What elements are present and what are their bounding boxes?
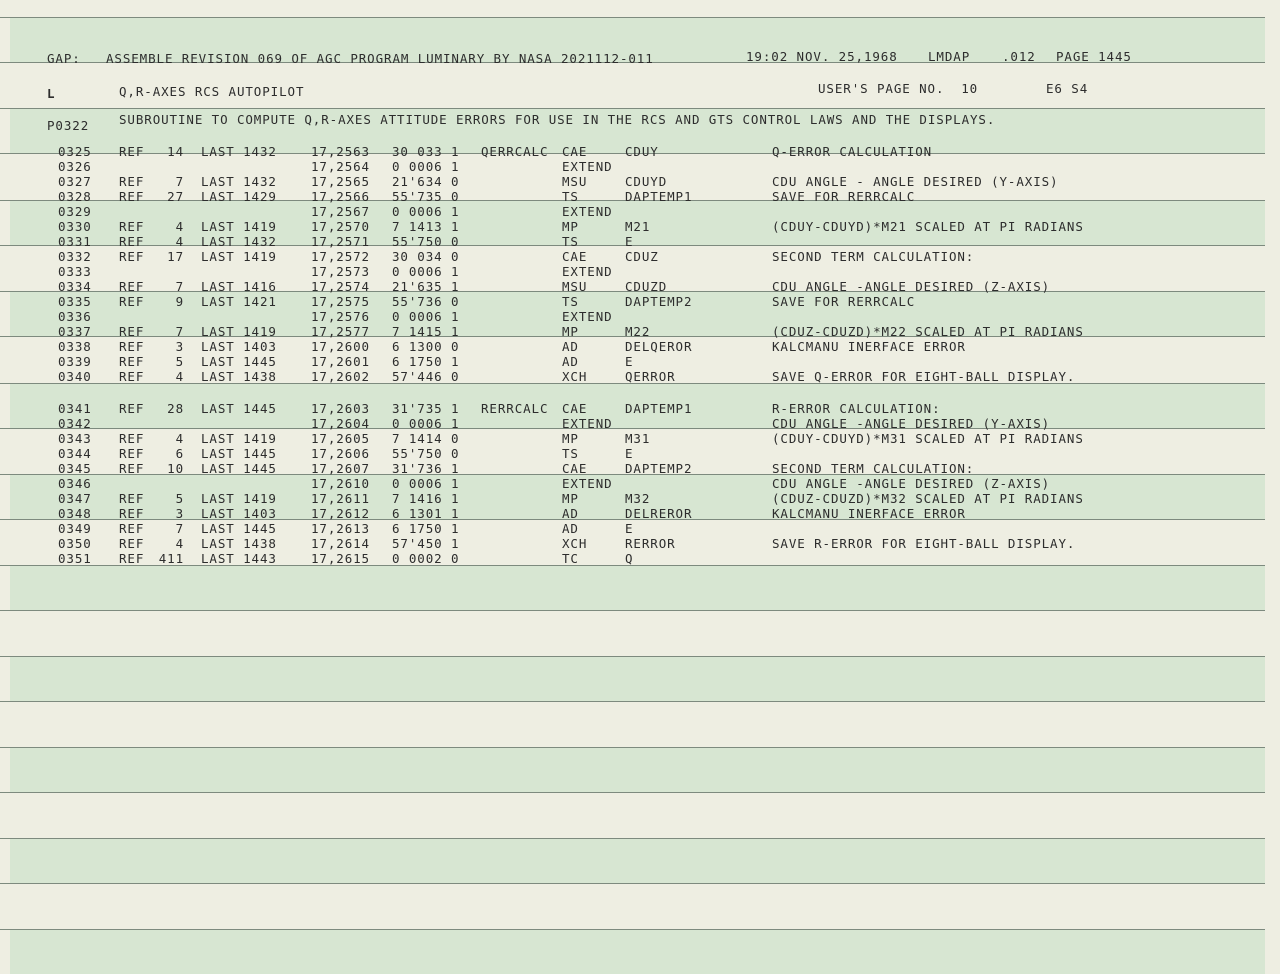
ref-keyword: REF — [119, 461, 145, 476]
opcode: AD — [562, 521, 579, 536]
ref-keyword: REF — [119, 521, 145, 536]
operand: E — [625, 446, 634, 461]
octal-word: 55'736 0 — [392, 294, 460, 309]
line-number: 0328 — [58, 189, 92, 204]
opcode: MP — [562, 219, 579, 234]
ref-keyword: REF — [119, 401, 145, 416]
paper-band — [10, 838, 1265, 883]
last-ref: LAST 1429 — [201, 189, 277, 204]
paper-band — [10, 929, 1265, 974]
ref-keyword: REF — [119, 144, 145, 159]
octal-word: 6 1750 1 — [392, 521, 460, 536]
line-number: 0339 — [58, 354, 92, 369]
operand: E — [625, 234, 634, 249]
opcode: AD — [562, 354, 579, 369]
header-l-mark: L — [47, 86, 56, 101]
address: 17,2572 — [311, 249, 370, 264]
section-title: Q,R-AXES RCS AUTOPILOT — [119, 84, 305, 99]
ref-keyword: REF — [119, 536, 145, 551]
last-ref: LAST 1432 — [201, 234, 277, 249]
comment: SAVE Q-ERROR FOR EIGHT-BALL DISPLAY. — [772, 369, 1076, 384]
listing-row — [0, 431, 1280, 446]
last-ref: LAST 1432 — [201, 174, 277, 189]
last-ref: LAST 1438 — [201, 369, 277, 384]
listing-row — [0, 279, 1280, 294]
last-ref: LAST 1443 — [201, 551, 277, 566]
octal-word: 21'634 0 — [392, 174, 460, 189]
line-number: 0333 — [58, 264, 92, 279]
octal-word: 6 1301 1 — [392, 506, 460, 521]
octal-word: 57'446 0 — [392, 369, 460, 384]
listing-row — [0, 446, 1280, 461]
line-number: 0346 — [58, 476, 92, 491]
comment: CDU ANGLE - ANGLE DESIRED (Y-AXIS) — [772, 174, 1059, 189]
comment: (CDUY-CDUYD)*M21 SCALED AT PI RADIANS — [772, 219, 1084, 234]
ref-count: 5 — [175, 491, 184, 506]
listing-row — [0, 294, 1280, 309]
page-id: P0322 — [47, 118, 90, 133]
last-ref: LAST 1419 — [201, 249, 277, 264]
comment: (CDUZ-CDUZD)*M22 SCALED AT PI RADIANS — [772, 324, 1084, 339]
opcode: CAE — [562, 144, 588, 159]
ref-count: 4 — [175, 219, 184, 234]
address: 17,2600 — [311, 339, 370, 354]
octal-word: 30 034 0 — [392, 249, 460, 264]
symbol-label: QERRCALC — [481, 144, 549, 159]
operand: Q — [625, 551, 634, 566]
opcode: AD — [562, 339, 579, 354]
comment: KALCMANU INERFACE ERROR — [772, 506, 966, 521]
address: 17,2614 — [311, 536, 370, 551]
listing-row — [0, 324, 1280, 339]
ref-count: 4 — [175, 431, 184, 446]
comment: SAVE R-ERROR FOR EIGHT-BALL DISPLAY. — [772, 536, 1076, 551]
listing-row — [0, 234, 1280, 249]
ref-keyword: REF — [119, 431, 145, 446]
address: 17,2563 — [311, 144, 370, 159]
opcode: MSU — [562, 174, 588, 189]
line-number: 0345 — [58, 461, 92, 476]
opcode: EXTEND — [562, 309, 613, 324]
band-rule — [0, 792, 1265, 793]
comment: KALCMANU INERFACE ERROR — [772, 339, 966, 354]
ref-keyword: REF — [119, 174, 145, 189]
band-rule — [0, 929, 1265, 930]
band-rule — [0, 701, 1265, 702]
listing-row — [0, 521, 1280, 536]
operand: CDUZ — [625, 249, 659, 264]
listing-row — [0, 401, 1280, 416]
octal-word: 7 1416 1 — [392, 491, 460, 506]
ref-keyword: REF — [119, 234, 145, 249]
ref-count: 27 — [167, 189, 184, 204]
octal-word: 55'750 0 — [392, 234, 460, 249]
last-ref: LAST 1445 — [201, 354, 277, 369]
operand: E — [625, 354, 634, 369]
address: 17,2601 — [311, 354, 370, 369]
last-ref: LAST 1421 — [201, 294, 277, 309]
band-rule — [0, 108, 1265, 109]
operand: CDUY — [625, 144, 659, 159]
address: 17,2576 — [311, 309, 370, 324]
line-number: 0336 — [58, 309, 92, 324]
line-number: 0350 — [58, 536, 92, 551]
last-ref: LAST 1419 — [201, 324, 277, 339]
line-number: 0325 — [58, 144, 92, 159]
symbol-label: RERRCALC — [481, 401, 549, 416]
comment: SAVE FOR RERRCALC — [772, 189, 916, 204]
listing-row — [0, 491, 1280, 506]
listing-row — [0, 264, 1280, 279]
last-ref: LAST 1445 — [201, 461, 277, 476]
line-number: 0344 — [58, 446, 92, 461]
ref-count: 5 — [175, 354, 184, 369]
ref-count: 17 — [167, 249, 184, 264]
listing-row — [0, 309, 1280, 324]
ref-count: 3 — [175, 339, 184, 354]
comment: (CDUZ-CDUZD)*M32 SCALED AT PI RADIANS — [772, 491, 1084, 506]
address: 17,2607 — [311, 461, 370, 476]
ref-keyword: REF — [119, 219, 145, 234]
ref-count: 411 — [158, 551, 184, 566]
ref-keyword: REF — [119, 324, 145, 339]
ref-keyword: REF — [119, 551, 145, 566]
ref-count: 7 — [175, 521, 184, 536]
opcode: TS — [562, 294, 579, 309]
address: 17,2573 — [311, 264, 370, 279]
octal-word: 7 1414 0 — [392, 431, 460, 446]
comment: CDU ANGLE -ANGLE DESIRED (Z-AXIS) — [772, 476, 1051, 491]
header-line: GAP: ASSEMBLE REVISION 069 OF AGC PROGRAM LUMINARY BY NASA 2021112-011 — [47, 51, 654, 66]
comment: (CDUY-CDUYD)*M31 SCALED AT PI RADIANS — [772, 431, 1084, 446]
operand: M22 — [625, 324, 651, 339]
listing-row — [0, 354, 1280, 369]
opcode: EXTEND — [562, 204, 613, 219]
header-e6s4: E6 S4 — [1046, 81, 1089, 96]
listing-row — [0, 506, 1280, 521]
octal-word: 55'750 0 — [392, 446, 460, 461]
line-number: 0349 — [58, 521, 92, 536]
listing-row — [0, 416, 1280, 431]
operand: DELQEROR — [625, 339, 693, 354]
comment: CDU ANGLE -ANGLE DESIRED (Y-AXIS) — [772, 416, 1051, 431]
opcode: EXTEND — [562, 264, 613, 279]
address: 17,2575 — [311, 294, 370, 309]
opcode: EXTEND — [562, 476, 613, 491]
comment: R-ERROR CALCULATION: — [772, 401, 941, 416]
ref-count: 6 — [175, 446, 184, 461]
line-number: 0334 — [58, 279, 92, 294]
opcode: TS — [562, 446, 579, 461]
ref-count: 7 — [175, 279, 184, 294]
last-ref: LAST 1419 — [201, 219, 277, 234]
ref-keyword: REF — [119, 294, 145, 309]
opcode: TS — [562, 189, 579, 204]
ref-count: 3 — [175, 506, 184, 521]
octal-word: 0 0006 1 — [392, 309, 460, 324]
users-page-number: USER'S PAGE NO. 10 — [818, 81, 979, 96]
operand: DAPTEMP1 — [625, 401, 693, 416]
operand: DAPTEMP1 — [625, 189, 693, 204]
ref-count: 9 — [175, 294, 184, 309]
header-page-number: PAGE 1445 — [1056, 49, 1132, 64]
opcode: MP — [562, 431, 579, 446]
address: 17,2615 — [311, 551, 370, 566]
ref-count: 7 — [175, 324, 184, 339]
listing-row — [0, 189, 1280, 204]
comment: Q-ERROR CALCULATION — [772, 144, 933, 159]
last-ref: LAST 1403 — [201, 339, 277, 354]
line-number: 0337 — [58, 324, 92, 339]
line-number: 0335 — [58, 294, 92, 309]
listing-row — [0, 144, 1280, 159]
address: 17,2565 — [311, 174, 370, 189]
ref-keyword: REF — [119, 189, 145, 204]
operand: E — [625, 521, 634, 536]
line-number: 0338 — [58, 339, 92, 354]
operand: M31 — [625, 431, 651, 446]
line-number: 0332 — [58, 249, 92, 264]
opcode: MSU — [562, 279, 588, 294]
address: 17,2574 — [311, 279, 370, 294]
band-rule — [0, 883, 1265, 884]
paper-band — [10, 565, 1265, 610]
ref-keyword: REF — [119, 354, 145, 369]
header-lmdap-number: .012 — [1002, 49, 1036, 64]
ref-keyword: REF — [119, 249, 145, 264]
listing-row — [0, 159, 1280, 174]
octal-word: 0 0006 1 — [392, 416, 460, 431]
opcode: EXTEND — [562, 159, 613, 174]
last-ref: LAST 1438 — [201, 536, 277, 551]
opcode: TS — [562, 234, 579, 249]
band-rule — [0, 17, 1265, 18]
listing-row — [0, 536, 1280, 551]
line-number: 0343 — [58, 431, 92, 446]
address: 17,2605 — [311, 431, 370, 446]
header-datetime: 19:02 NOV. 25,1968 — [746, 49, 898, 64]
last-ref: LAST 1445 — [201, 446, 277, 461]
ref-keyword: REF — [119, 279, 145, 294]
opcode: CAE — [562, 249, 588, 264]
ref-keyword: REF — [119, 339, 145, 354]
operand: M32 — [625, 491, 651, 506]
last-ref: LAST 1416 — [201, 279, 277, 294]
opcode: MP — [562, 324, 579, 339]
band-rule — [0, 838, 1265, 839]
subroutine-title: SUBROUTINE TO COMPUTE Q,R-AXES ATTITUDE ERRORS FOR USE IN THE RCS AND GTS CONTROL LAWS AND THE DISPLAYS. — [119, 112, 996, 127]
line-number: 0329 — [58, 204, 92, 219]
octal-word: 0 0006 1 — [392, 204, 460, 219]
listing-row — [0, 339, 1280, 354]
octal-word: 31'735 1 — [392, 401, 460, 416]
listing-row — [0, 249, 1280, 264]
comment: SECOND TERM CALCULATION: — [772, 461, 975, 476]
last-ref: LAST 1445 — [201, 401, 277, 416]
octal-word: 30 033 1 — [392, 144, 460, 159]
listing-row — [0, 461, 1280, 476]
ref-keyword: REF — [119, 369, 145, 384]
opcode: CAE — [562, 401, 588, 416]
address: 17,2602 — [311, 369, 370, 384]
address: 17,2611 — [311, 491, 370, 506]
comment: CDU ANGLE -ANGLE DESIRED (Z-AXIS) — [772, 279, 1051, 294]
paper-band — [10, 747, 1265, 792]
address: 17,2613 — [311, 521, 370, 536]
line-number: 0341 — [58, 401, 92, 416]
line-number: 0330 — [58, 219, 92, 234]
listing-row — [0, 369, 1280, 384]
line-number: 0331 — [58, 234, 92, 249]
listing-row — [0, 219, 1280, 234]
listing-row — [0, 551, 1280, 566]
opcode: CAE — [562, 461, 588, 476]
address: 17,2606 — [311, 446, 370, 461]
opcode: EXTEND — [562, 416, 613, 431]
line-number: 0326 — [58, 159, 92, 174]
ref-count: 4 — [175, 536, 184, 551]
octal-word: 31'736 1 — [392, 461, 460, 476]
ref-keyword: REF — [119, 491, 145, 506]
ref-count: 4 — [175, 369, 184, 384]
comment: SAVE FOR RERRCALC — [772, 294, 916, 309]
octal-word: 7 1415 1 — [392, 324, 460, 339]
operand: QERROR — [625, 369, 676, 384]
octal-word: 0 0006 1 — [392, 476, 460, 491]
opcode: AD — [562, 506, 579, 521]
octal-word: 55'735 0 — [392, 189, 460, 204]
line-number: 0348 — [58, 506, 92, 521]
band-rule — [0, 747, 1265, 748]
operand: DAPTEMP2 — [625, 461, 693, 476]
octal-word: 0 0006 1 — [392, 159, 460, 174]
operand: M21 — [625, 219, 651, 234]
last-ref: LAST 1445 — [201, 521, 277, 536]
octal-word: 21'635 1 — [392, 279, 460, 294]
listing-row — [0, 476, 1280, 491]
band-rule — [0, 610, 1265, 611]
ref-keyword: REF — [119, 446, 145, 461]
ref-keyword: REF — [119, 506, 145, 521]
address: 17,2612 — [311, 506, 370, 521]
comment: SECOND TERM CALCULATION: — [772, 249, 975, 264]
octal-word: 0 0006 1 — [392, 264, 460, 279]
address: 17,2567 — [311, 204, 370, 219]
octal-word: 6 1750 1 — [392, 354, 460, 369]
opcode: MP — [562, 491, 579, 506]
ref-count: 7 — [175, 174, 184, 189]
ref-count: 10 — [167, 461, 184, 476]
last-ref: LAST 1419 — [201, 431, 277, 446]
ref-count: 4 — [175, 234, 184, 249]
paper-band — [10, 656, 1265, 701]
address: 17,2566 — [311, 189, 370, 204]
line-number: 0342 — [58, 416, 92, 431]
line-number: 0340 — [58, 369, 92, 384]
operand: CDUZD — [625, 279, 668, 294]
header-lmdap: LMDAP — [928, 49, 971, 64]
operand: DAPTEMP2 — [625, 294, 693, 309]
ref-count: 14 — [167, 144, 184, 159]
opcode: XCH — [562, 369, 588, 384]
opcode: XCH — [562, 536, 588, 551]
operand: RERROR — [625, 536, 676, 551]
address: 17,2604 — [311, 416, 370, 431]
operand: DELREROR — [625, 506, 693, 521]
address: 17,2577 — [311, 324, 370, 339]
line-number: 0327 — [58, 174, 92, 189]
octal-word: 0 0002 0 — [392, 551, 460, 566]
listing-row — [0, 204, 1280, 219]
octal-word: 7 1413 1 — [392, 219, 460, 234]
line-number: 0347 — [58, 491, 92, 506]
opcode: TC — [562, 551, 579, 566]
octal-word: 6 1300 0 — [392, 339, 460, 354]
ref-count: 28 — [167, 401, 184, 416]
listing-row — [0, 174, 1280, 189]
address: 17,2571 — [311, 234, 370, 249]
address: 17,2564 — [311, 159, 370, 174]
band-rule — [0, 656, 1265, 657]
address: 17,2603 — [311, 401, 370, 416]
octal-word: 57'450 1 — [392, 536, 460, 551]
last-ref: LAST 1432 — [201, 144, 277, 159]
address: 17,2570 — [311, 219, 370, 234]
last-ref: LAST 1419 — [201, 491, 277, 506]
last-ref: LAST 1403 — [201, 506, 277, 521]
line-number: 0351 — [58, 551, 92, 566]
address: 17,2610 — [311, 476, 370, 491]
operand: CDUYD — [625, 174, 668, 189]
